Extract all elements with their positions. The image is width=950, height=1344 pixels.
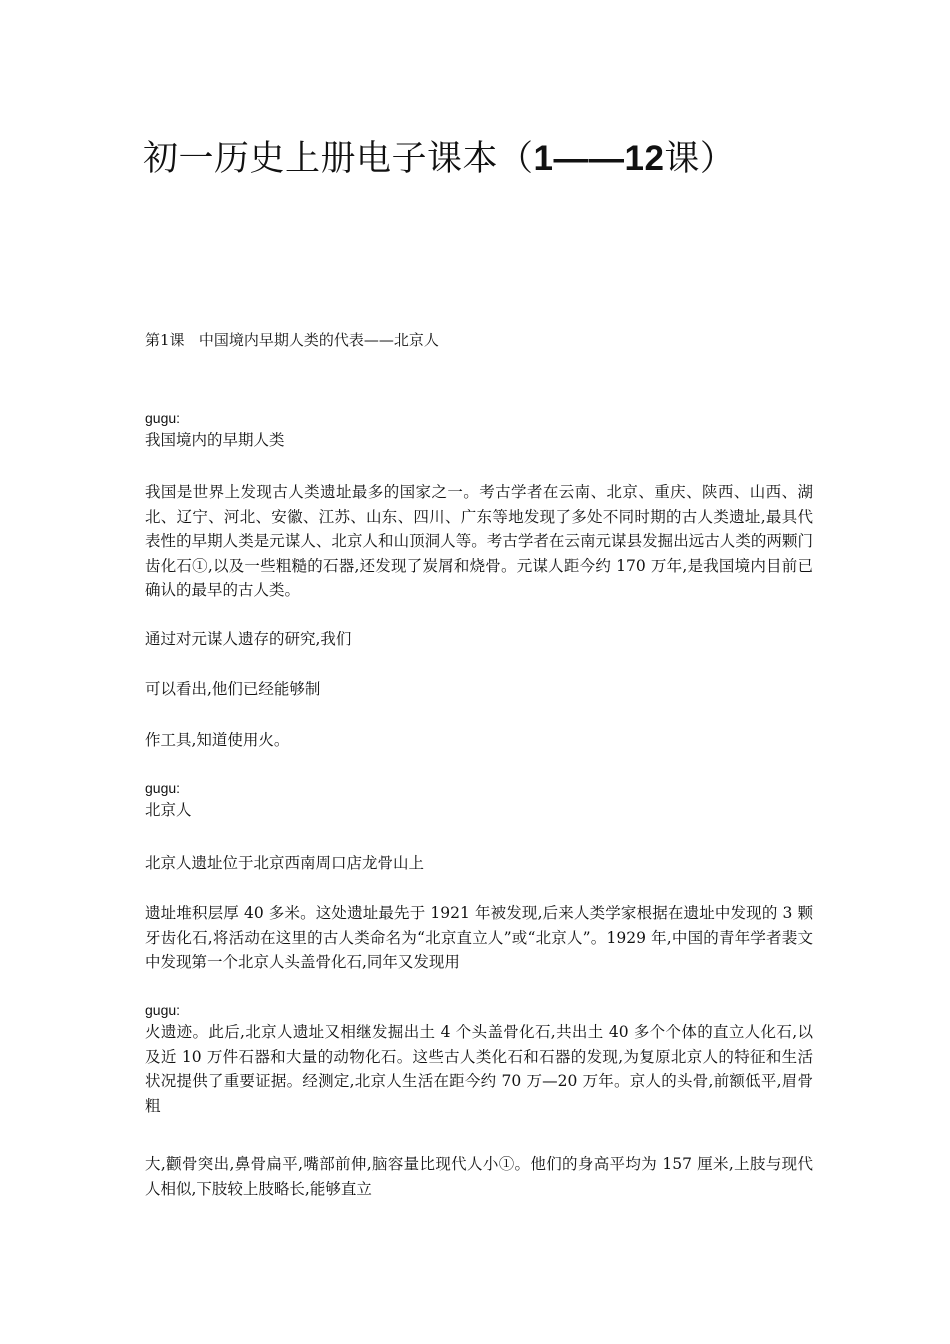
paragraph-fire: 作工具,知道使用火。 [145,731,290,749]
lesson-heading: 第1课 中国境内早期人类的代表——北京人 [145,331,439,349]
paragraph-tools: 可以看出,他们已经能够制 [145,680,321,698]
section-heading: 北京人 [145,801,192,819]
section-early-humans [145,408,813,453]
section-fossils [145,1000,813,1118]
paragraph-research: 通过对元谋人遗存的研究,我们 [145,630,352,648]
section-peking-man [145,778,813,823]
paragraph-yuanmou: 我国是世界上发现古人类遗址最多的国家之一。考古学者在云南、北京、重庆、陕西、山西、湖北、辽宁、河北、安徽、江苏、山东、四川、广东等地发现了多处不同时期的古人类遗址,最具代表性的早期人类是元谋人、北京人和山顶洞人等。考古学者在云南元谋县发掘出远古人类的两颗门齿化石①,以及一些粗糙的石器,还发现了炭屑和烧骨。元谋人距今约 170 万年,是我国境内目前已确认的最早的古人类。 [145,483,813,599]
section-heading: 我国境内的早期人类 [145,431,285,449]
title-range: 1——12 [533,139,665,178]
paragraph-features: 大,颧骨突出,鼻骨扁平,嘴部前伸,脑容量比现代人小①。他们的身高平均为 157 厘米,上肢与现代人相似,下肢较上肢略长,能够直立 [145,1155,813,1198]
title-suffix: 课） [664,139,736,179]
note-label: gugu: [145,780,181,796]
paragraph-site-location: 北京人遗址位于北京西南周口店龙骨山上 [145,854,425,872]
document-title [143,136,843,182]
paragraph-site-history: 遗址堆积层厚 40 多米。这处遗址最先于 1921 年被发现,后来人类学家根据在遗址中发现的 3 颗牙齿化石,将活动在这里的古人类命名为“北京直立人”或“北京人”。1929 年,中国的青年学者裴文中发现第一个北京人头盖骨化石,同年又发现用 [145,904,813,971]
title-prefix: 初一历史上册电子课本（ [143,139,534,179]
note-label: gugu: [145,410,181,426]
note-label: gugu: [145,1002,181,1018]
paragraph-fossils: 火遗迹。此后,北京人遗址又相继发掘出土 4 个头盖骨化石,共出土 40 多个个体的直立人化石,以及近 10 万件石器和大量的动物化石。这些古人类化石和石器的发现,为复原北京人的特征和生活状况提供了重要证据。经测定,北京人生活在距今约 70 万—20 万年。京人的头骨,前额低平,眉骨粗 [145,1023,813,1115]
